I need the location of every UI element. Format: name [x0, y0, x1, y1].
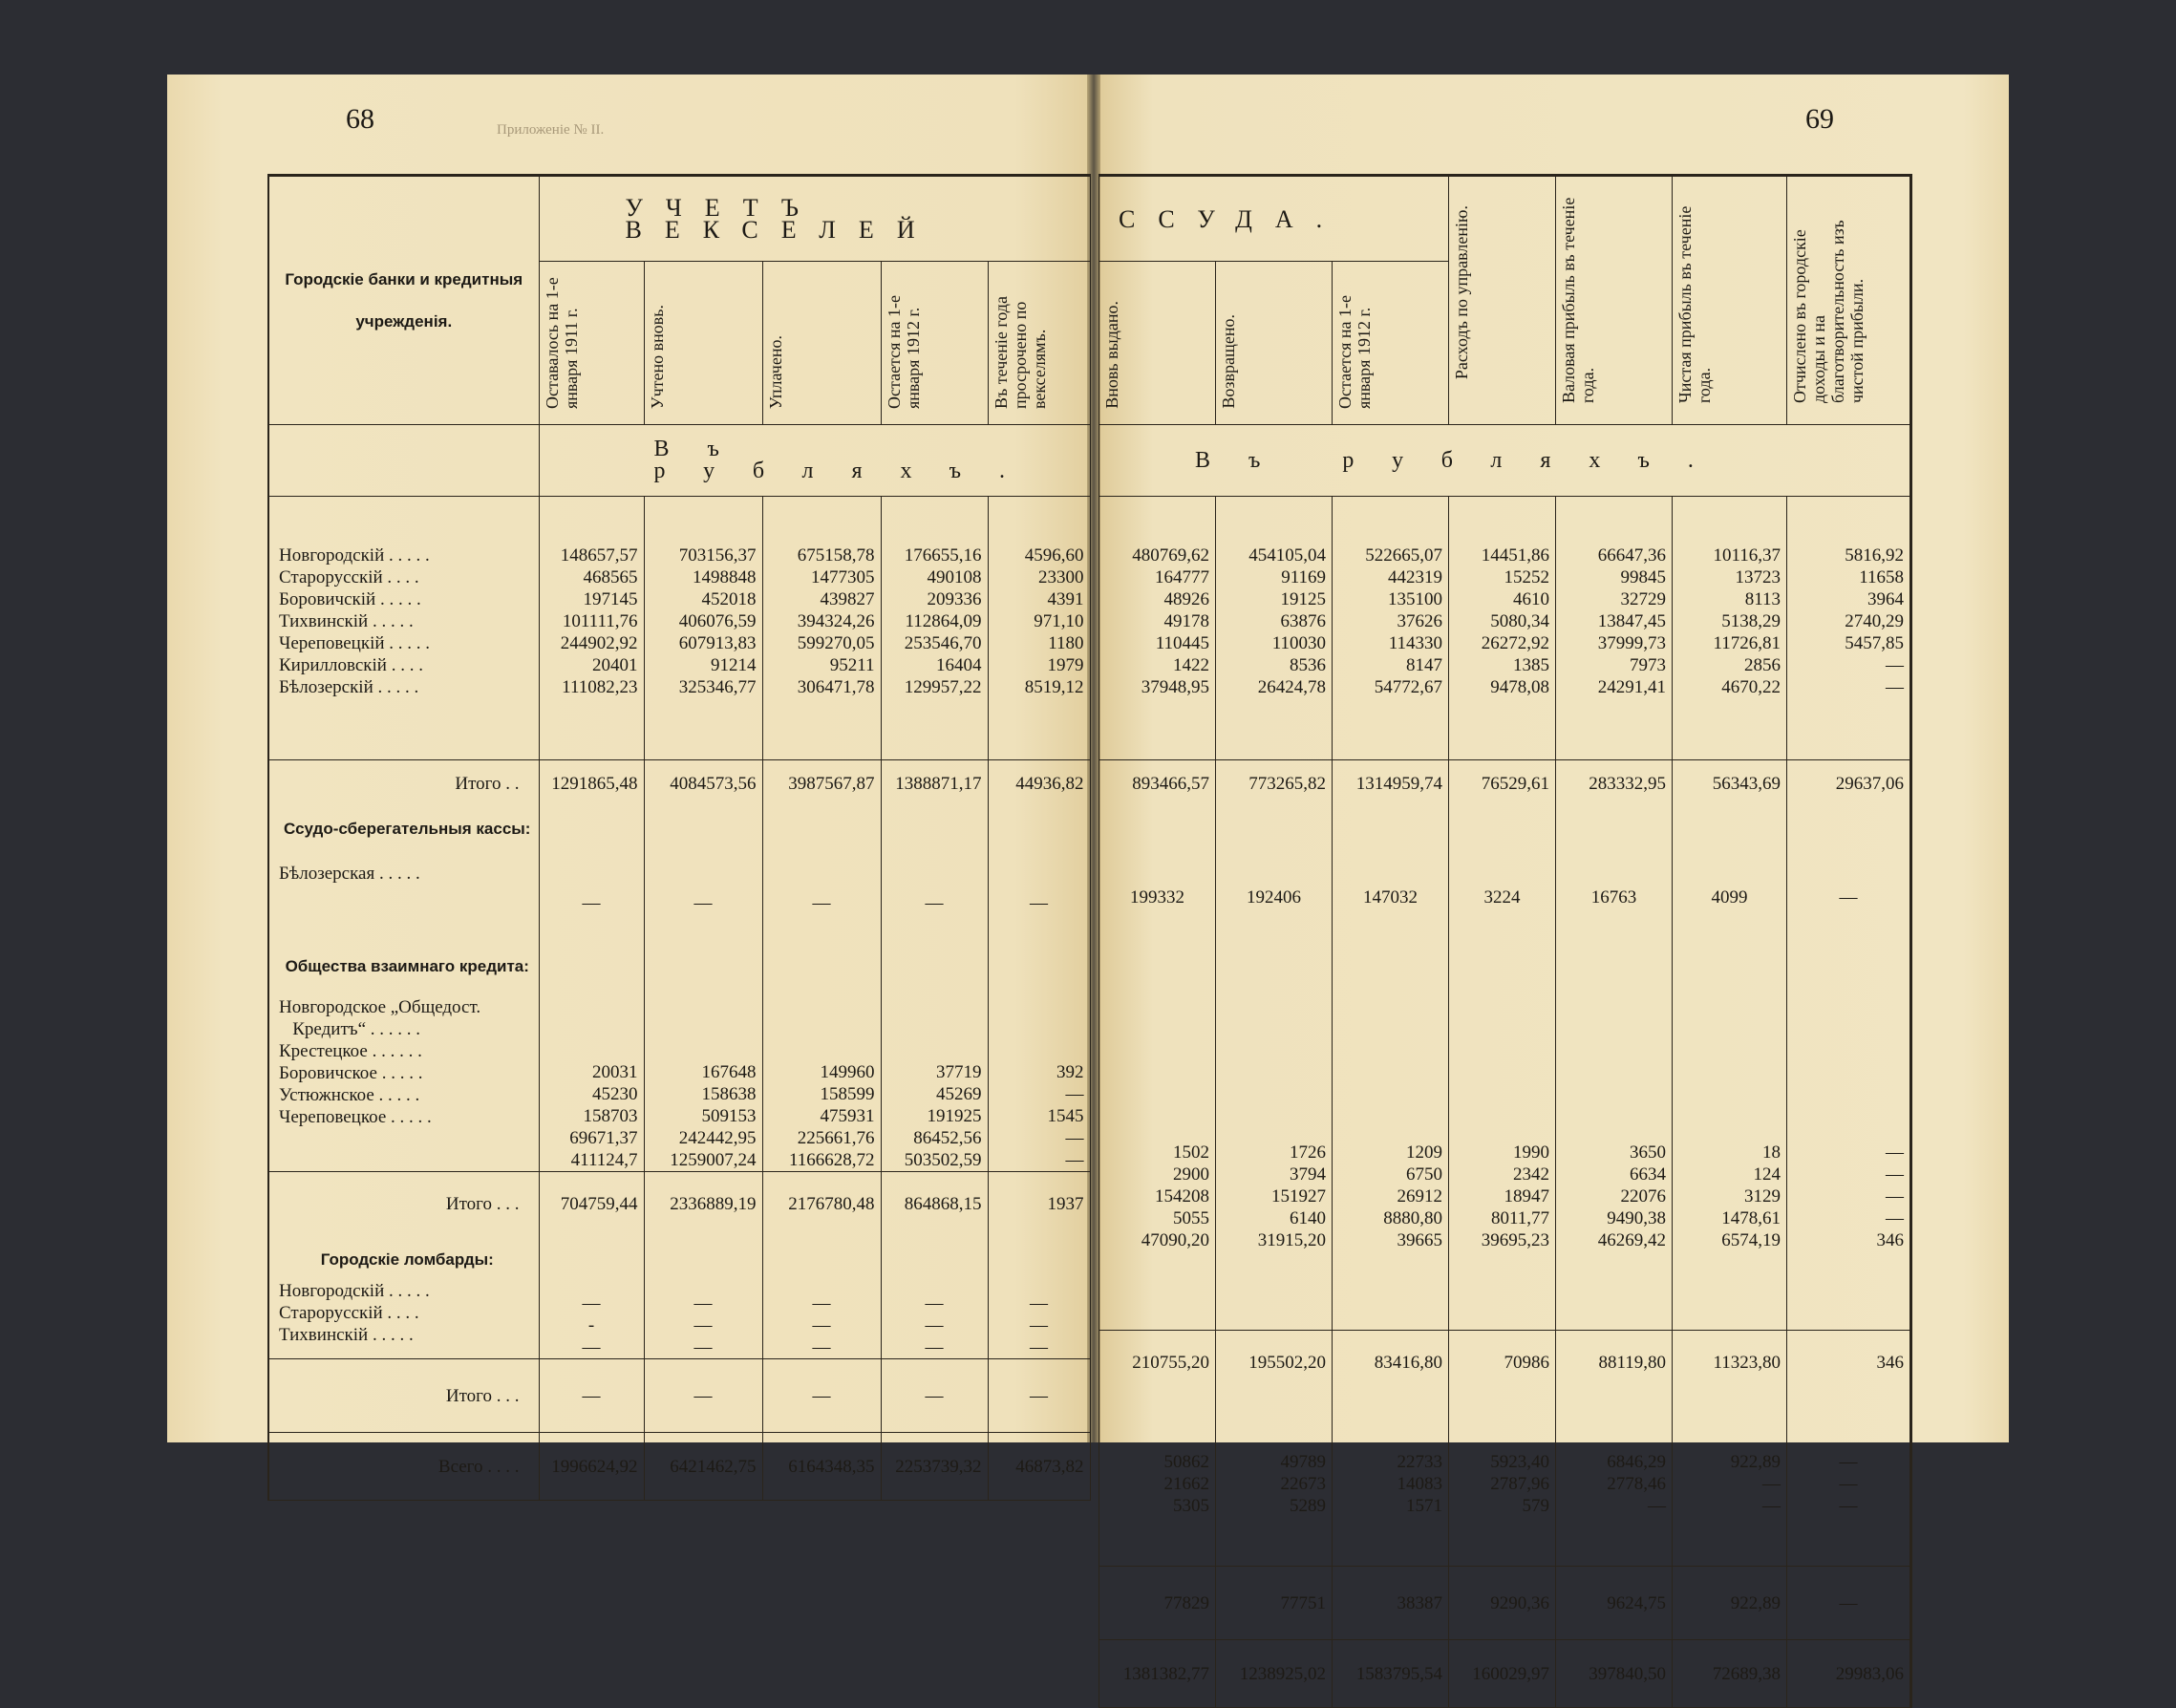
total-value: 283332,95 — [1556, 760, 1673, 807]
col-header: Отчислено въ городскіе доходы и на благотворительность изъ чистой прибыли. — [1787, 176, 1911, 425]
total-value: — — [539, 1359, 644, 1433]
total-value: 9624,75 — [1556, 1567, 1673, 1640]
total-value: 195502,20 — [1216, 1331, 1333, 1395]
cell-values: 49789 22673 5289 — [1216, 1394, 1333, 1567]
grand-total-value: 72689,38 — [1673, 1640, 1787, 1708]
cell-values: 3224 — [1449, 806, 1556, 1030]
section-title-left: УЧЕТЪ ВЕКСЕЛЕЙ — [539, 176, 1090, 262]
cell-values: 4596,60 23300 4391 971,10 1180 1979 8519,12 — [988, 497, 1090, 760]
cell-values: — — [762, 806, 881, 950]
total-value: 1388871,17 — [881, 760, 988, 807]
grand-total-value: 29983,06 — [1787, 1640, 1911, 1708]
cell-values: 50862 21662 5305 — [1099, 1394, 1216, 1567]
total-value: 2176780,48 — [762, 1172, 881, 1236]
cell-values: — — [881, 806, 988, 950]
cell-values: 675158,78 1477305 439827 394324,26 599270,05 95211 306471,78 — [762, 497, 881, 760]
cell-values: 703156,37 1498848 452018 406076,59 607913,83 91214 325346,77 — [644, 497, 762, 760]
total-value: 1937 — [988, 1172, 1090, 1236]
cell-values: 4099 — [1673, 806, 1787, 1030]
total-value: 893466,57 — [1099, 760, 1216, 807]
table-left — [267, 174, 1091, 1501]
total-value: — — [762, 1359, 881, 1433]
total-value: 1291865,48 — [539, 760, 644, 807]
total-value: 346 — [1787, 1331, 1911, 1395]
cell-values: 522665,07 442319 135100 37626 114330 8147 54772,67 — [1333, 497, 1449, 760]
total-value: 922,89 — [1673, 1567, 1787, 1640]
cell-values: — — [644, 806, 762, 950]
cell-values: — — [988, 806, 1090, 950]
total-label: Итого . . — [268, 760, 539, 807]
col-header: Чистая прибыль въ теченіе года. — [1673, 176, 1787, 425]
total-value: 83416,80 — [1333, 1331, 1449, 1395]
total-value: 77829 — [1099, 1567, 1216, 1640]
cell-values: 149960 158599 475931 225661,76 1166628,72 — [762, 950, 881, 1172]
total-value: 76529,61 — [1449, 760, 1556, 807]
cell-values: 148657,57 468565 197145 101111,76 244902,92 20401 111082,23 — [539, 497, 644, 760]
stub-header: Городскіе банки и кредитныя учрежденія. — [285, 269, 523, 331]
col-header: Учтено вновь. — [644, 262, 762, 425]
col-header: Вновь выдано. — [1099, 262, 1216, 425]
total-value: 210755,20 — [1099, 1331, 1216, 1395]
total-value: 11323,80 — [1673, 1331, 1787, 1395]
cell-values: — — [539, 806, 644, 950]
col-header: Оставалось на 1-е января 1911 г. — [539, 262, 644, 425]
total-value: 4084573,56 — [644, 760, 762, 807]
grand-total-value: 46873,82 — [988, 1433, 1090, 1501]
cell-values: 5923,40 2787,96 579 — [1449, 1394, 1556, 1567]
col-header: Остается на 1-е января 1912 г. — [881, 262, 988, 425]
cell-values: 5816,92 11658 3964 2740,29 5457,85 — — — [1787, 497, 1911, 760]
cell-values: 1726 3794 151927 6140 31915,20 — [1216, 1030, 1333, 1331]
stub-header-cell — [268, 176, 539, 425]
page-number-right: 69 — [1805, 103, 1834, 135]
grand-total-value: 6164348,35 — [762, 1433, 881, 1501]
total-value: 1314959,74 — [1333, 760, 1449, 807]
cell-values: — — — — 346 — [1787, 1030, 1911, 1331]
cell-values: 147032 — [1333, 806, 1449, 1030]
grand-total-value: 1996624,92 — [539, 1433, 644, 1501]
cell-values: 1209 6750 26912 8880,80 39665 — [1333, 1030, 1449, 1331]
ssudo-block — [268, 806, 539, 950]
cell-values: 66647,36 99845 32729 13847,45 37999,73 7973 24291,41 — [1556, 497, 1673, 760]
total-value: 88119,80 — [1556, 1331, 1673, 1395]
cell-values: — — [1787, 806, 1911, 1030]
cell-values: — — — — [1787, 1394, 1911, 1567]
pawn-names: Новгородскій . . . . . Старорусскій . . . . Тихвинскій . . . . . — [279, 1281, 430, 1345]
cell-values: 20031 45230 158703 69671,37 411124,7 — [539, 950, 644, 1172]
cell-values: 18 124 3129 1478,61 6574,19 — [1673, 1030, 1787, 1331]
total-value: 2336889,19 — [644, 1172, 762, 1236]
credit-names: Новгородское „Общедост. Кредитъ“ . . . . . . Крестецкое . . . . . . Боровичское . . . . . Устюжнское . . . . . Череповецкое . . . . . — [279, 997, 481, 1127]
units-label: Въ рубляхъ. — [1099, 425, 1911, 497]
col-header: Въ теченіе года просрочено по векселямъ. — [988, 262, 1090, 425]
cell-values: 192406 — [1216, 806, 1333, 1030]
grand-total-label: Всего . . . . — [268, 1433, 539, 1501]
total-value: 44936,82 — [988, 760, 1090, 807]
total-value: 773265,82 — [1216, 760, 1333, 807]
total-value: — — [1787, 1567, 1911, 1640]
cell-values: 1990 2342 18947 8011,77 39695,23 — [1449, 1030, 1556, 1331]
section-title-right: ССУДА. — [1099, 176, 1449, 262]
total-value: 56343,69 — [1673, 760, 1787, 807]
faint-header-left: Приложеніе № II. — [497, 122, 605, 138]
cell-values: 3650 6634 22076 9490,38 46269,42 — [1556, 1030, 1673, 1331]
credit-block — [268, 950, 539, 1172]
cell-values: — — — — [762, 1235, 881, 1359]
cell-values: 16763 — [1556, 806, 1673, 1030]
cell-values: 454105,04 91169 19125 63876 110030 8536 26424,78 — [1216, 497, 1333, 760]
cell-values: 199332 — [1099, 806, 1216, 1030]
grand-total-value: 1381382,77 — [1099, 1640, 1216, 1708]
cell-values: 392 — 1545 — — — [988, 950, 1090, 1172]
total-value: 70986 — [1449, 1331, 1556, 1395]
total-value: 3987567,87 — [762, 760, 881, 807]
grand-total-value: 160029,97 — [1449, 1640, 1556, 1708]
cell-values: 167648 158638 509153 242442,95 1259007,24 — [644, 950, 762, 1172]
total-value: — — [644, 1359, 762, 1433]
cell-values: — — — — [644, 1235, 762, 1359]
pawn-block — [268, 1235, 539, 1359]
page-number-left: 68 — [346, 103, 374, 135]
col-header: Валовая прибыль въ теченіе года. — [1556, 176, 1673, 425]
grand-total-value: 1238925,02 — [1216, 1640, 1333, 1708]
total-value: — — [881, 1359, 988, 1433]
col-header: Расходъ по управленію. — [1449, 176, 1556, 425]
units-label: Въ рубляхъ. — [539, 425, 1090, 497]
cell-values: 14451,86 15252 4610 5080,34 26272,92 1385 9478,08 — [1449, 497, 1556, 760]
ssudo-heading: Ссудо-сберегательныя кассы: — [284, 820, 531, 838]
cell-values: 1502 2900 154208 5055 47090,20 — [1099, 1030, 1216, 1331]
cell-values: 22733 14083 1571 — [1333, 1394, 1449, 1567]
ssudo-name: Бѣлозерская . . . . . — [279, 864, 420, 884]
total-value: 29637,06 — [1787, 760, 1911, 807]
total-value: 38387 — [1333, 1567, 1449, 1640]
table-right — [1099, 174, 1912, 1708]
grand-total-value: 6421462,75 — [644, 1433, 762, 1501]
grand-total-value: 1583795,54 — [1333, 1640, 1449, 1708]
bank-names: Новгородскій . . . . . Старорусскій . . . . Боровичскій . . . . . Тихвинскій . . . . . Череповецкій . . . . . Кирилловскій . . . . Бѣлозерскій . . . . . — [268, 497, 539, 760]
cell-values: 480769,62 164777 48926 49178 110445 1422 37948,95 — [1099, 497, 1216, 760]
credit-heading: Общества взаимнаго кредита: — [285, 957, 529, 975]
cell-values: — — — — [881, 1235, 988, 1359]
cell-values: — - — — [539, 1235, 644, 1359]
cell-values: 10116,37 13723 8113 5138,29 11726,81 2856 4670,22 — [1673, 497, 1787, 760]
total-value: 77751 — [1216, 1567, 1333, 1640]
total-value: 704759,44 — [539, 1172, 644, 1236]
stub-blank — [268, 425, 539, 497]
col-header: Остается на 1-е января 1912 г. — [1333, 262, 1449, 425]
col-header: Уплачено. — [762, 262, 881, 425]
grand-total-value: 397840,50 — [1556, 1640, 1673, 1708]
total-label: Итого . . . — [268, 1172, 539, 1236]
grand-total-value: 2253739,32 — [881, 1433, 988, 1501]
pawn-heading: Городскіе ломбарды: — [320, 1250, 494, 1269]
col-header: Возвращено. — [1216, 262, 1333, 425]
cell-values: 6846,29 2778,46 — — [1556, 1394, 1673, 1567]
total-value: 9290,36 — [1449, 1567, 1556, 1640]
cell-values: 176655,16 490108 209336 112864,09 253546,70 16404 129957,22 — [881, 497, 988, 760]
cell-values: — — — — [988, 1235, 1090, 1359]
cell-values: 37719 45269 191925 86452,56 503502,59 — [881, 950, 988, 1172]
total-value: 864868,15 — [881, 1172, 988, 1236]
total-label: Итого . . . — [268, 1359, 539, 1433]
total-value: — — [988, 1359, 1090, 1433]
cell-values: 922,89 — — — [1673, 1394, 1787, 1567]
